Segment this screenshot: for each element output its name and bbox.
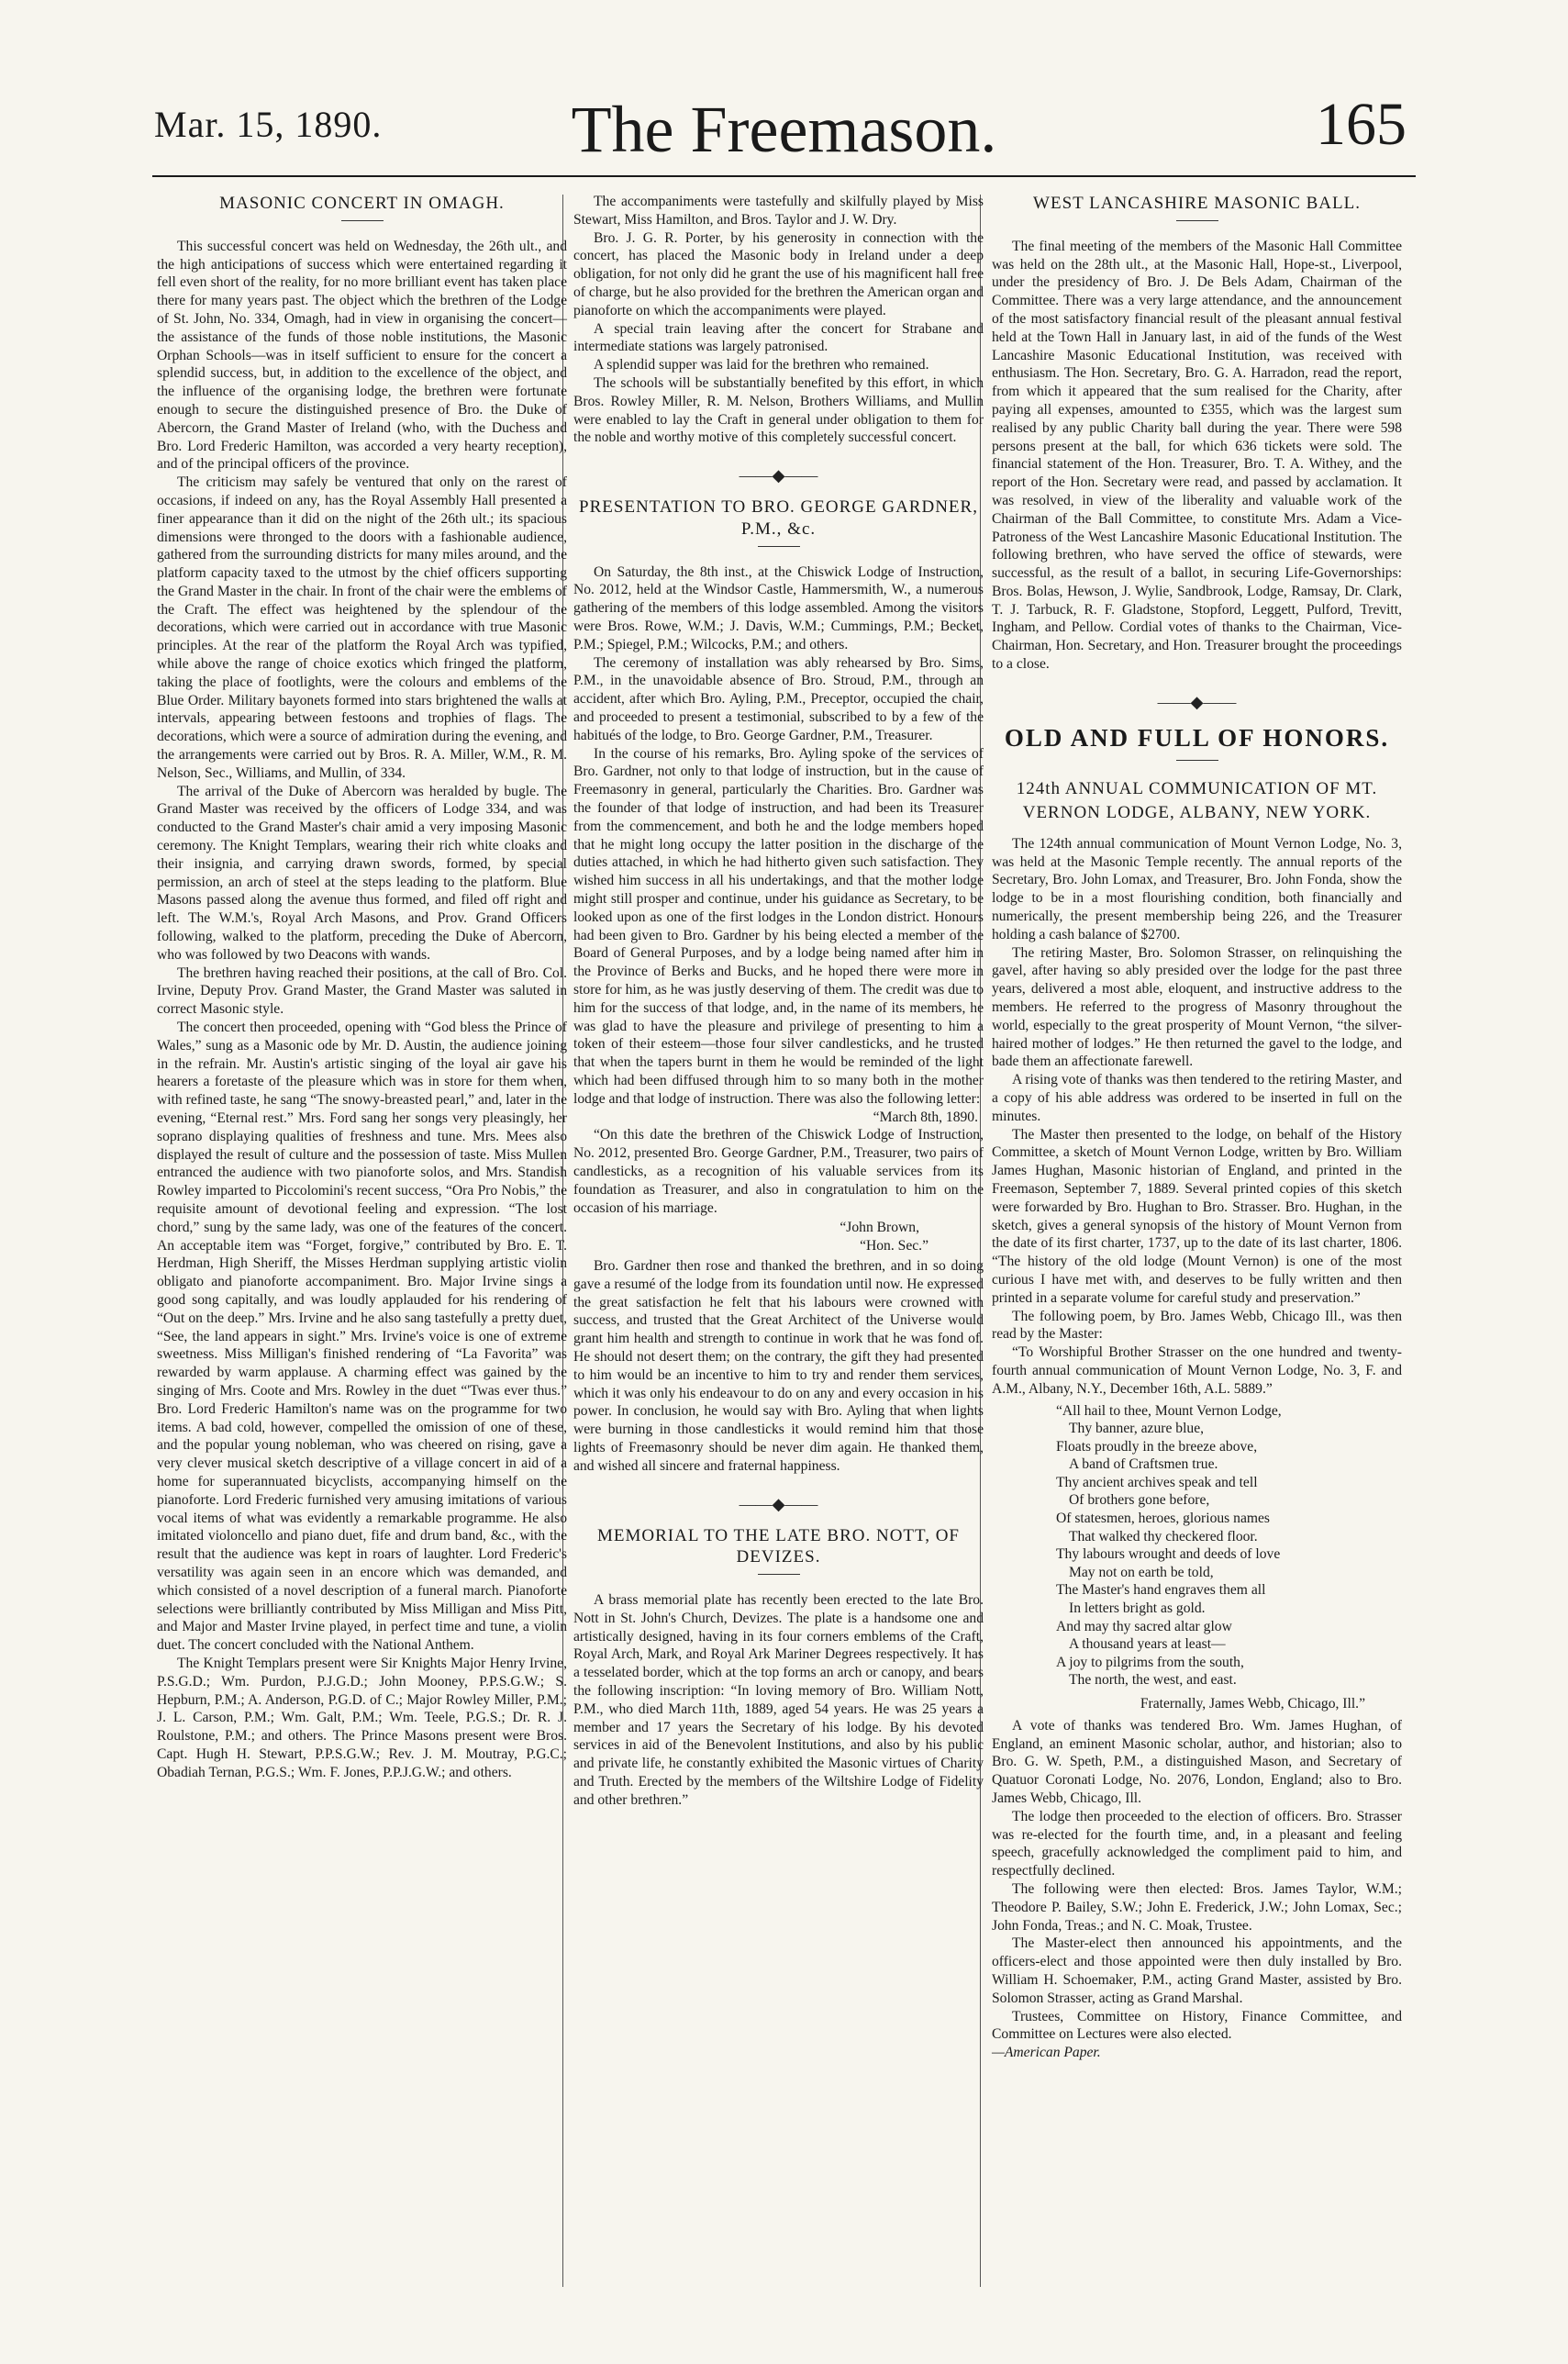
column-2: [573, 193, 984, 1810]
masthead-rule: [152, 175, 1416, 177]
poem-line: Thy banner, azure blue,: [1069, 1421, 1205, 1437]
page-number: 165: [1316, 91, 1407, 158]
omagh-paragraph: A splendid supper was laid for the brethren who remained.: [594, 357, 929, 374]
diamond-ornament-icon: ——◆——: [739, 466, 818, 485]
gardner-paragraph: In the course of his remarks, Bro. Ayling spoke of the services of Bro. Gardner, not only to that lodge of instruction, but in the cause of Freemasonry in general, particularly the Charities. Bro. Gardner was the founder of that lodge of instruction, and had been its Treasurer from the commencement, and both he and the lodge members hoped that he might long occupy the latter position in the discharge of the duties attached, in which he had hitherto given such satisfaction. They wished him success in all his undertakings, and that the mother lodge might still prosper and continue, under his guidance as Secretary, to be looked upon as one of the first lodges in the London district. Honours had been given to Bro. Gardner by his being elected a member of the Board of General Purposes, and by a lodge being named after him in the Province of Berks and Bucks, and he hoped there were more in store for him, as he was justly deserving of them. The credit was due to him for the success of that lodge, and, in the name of its members, he was glad to have the pleasure and privilege of presenting to him a token of their esteem—those four silver candlesticks, and he trusted that when the tapers burnt in them he would be reminded of the light which had been diffused through him to so many both in the mother lodge and that lodge of instruction. There was also the following letter:: [573, 745, 984, 1107]
letter-text: “On this date the brethren of the Chiswick Lodge of Instruction, No. 2012, presented Bro. George Gardner, P.M., Treasurer, two pairs of candlesticks, as a recognition of his valuable services from its foundation as Treasurer, and also in congratulation to him on the occasion of his marriage.: [573, 1127, 984, 1216]
article-title-lancashire: WEST LANCASHIRE MASONIC BALL.: [1033, 194, 1361, 213]
omagh-paragraph: The Knight Templars present were Sir Knights Major Henry Irvine, P.S.G.D.; Wm. Purdon, P.J.G.D.; John Mooney, P.P.S.G.W.; S. Hepburn, P.M.; A. Anderson, P.G.D. of C.; Major Rowley Miller, P.M.; J. L. Carson, P.M.; Wm. Galt, P.M.; Wm. Teele, P.G.S.; Dr. R. J. Roulstone, P.M.; and others. The Prince Masons present were Bros. Capt. Hugh H. Stewart, P.P.S.G.W.; Rev. J. M. Moutray, P.G.C.; Obadiah Ternan, P.G.S.; Wm. F. Jones, P.P.J.G.W.; and others.: [157, 1655, 567, 1780]
gardner-closing: Bro. Gardner then rose and thanked the brethren, and in so doing gave a resumé of the lodge from its foundation until now. He expressed the great satisfaction he felt that his labours were crowned with success, and trusted that the Great Architect of the Universe would grant him health and strength to continue in work that he was fond of. He should not desert them; on the contrary, the gift they had presented to him would be an incentive to him to try and render them services, which it was only his endeavour to do on any and every occasion in his power. In conclusion, he would say with Bro. Ayling that when lights were burning in those candlesticks it would remind him that those lights of Freemasonry should be never dim again. He thanked them, and wished all sincere and fraternal happiness.: [573, 1257, 984, 1474]
title-rule: [341, 220, 384, 221]
vernon-paragraph: The lodge then proceeded to the election of officers. Bro. Strasser was re-elected for the fourth time, and, in a pleasant and feeling speech, gracefully acknowledged the compliment paid to him, and respectfully declined.: [992, 1808, 1402, 1879]
omagh-paragraph: The brethren having reached their positions, at the call of Bro. Col. Irvine, Deputy Prov. Grand Master, the Grand Master was saluted in correct Masonic style.: [157, 965, 567, 1018]
poem-line: Of brothers gone before,: [1069, 1492, 1210, 1509]
omagh-paragraph: The concert then proceeded, opening with “God bless the Prince of Wales,” sung as a Masonic ode by Mr. D. Austin, the audience joining in the refrain. Mr. Austin's artistic singing of the loyal air gave his hearers a foretaste of the pleasure which was in store for them when, with refined taste, he sang “The snowy-breasted pearl,” and, later in the evening, “Eternal rest.” Mrs. Ford sang her songs very pleasingly, her soprano displaying qualities of freshness and tune. Mrs. Mees also displayed the result of culture and the possession of taste. Miss Mullen entranced the audience with two pianoforte solos, and Mrs. Standish Rowley imparted to Piccolomini's recent success, “Ora Pro Nobis,” the requisite amount of devotional feeling and expression. “The lost chord,” sung by the same lady, was one of the features of the concert. An acceptable item was “Forget, forgive,” contributed by Bro. E. T. Herdman, High Sheriff, the Misses Herdman supplying artistic violin obligato and pianoforte accompaniment. Bro. Major Irvine sings a good song capitally, and was loudly applauded for his rendering of “Out on the deep.” Mrs. Irvine and he also sang tastefully a pretty duet, “See, the land appears in sight.” Mrs. Irvine's voice is one of extreme sweetness. Miss Milligan's finished rendering of “La Favorita” was rewarded by warm applause. A charming effect was gained by the singing of Mrs. Coote and Mrs. Rowley in the duet “'Twas ever thus.” Bro. Lord Frederic Hamilton's name was on the programme for two items. A bad cold, however, compelled the omission of one of these, and the popular young nobleman, who was cheered on rising, gave a very clever musical sketch descriptive of a village concert in aid of a home for superannuated bicyclists, accompanying himself on the pianoforte. Lord Frederic furnished very amusing imitations of various vocal items of what was evidently a remarkable programme. He also imitated violoncello and piano duet, fife and drum band, &c., with the result that the audience was kept in roars of laughter. Lord Frederic's versatility was again seen in an encore which was demanded, and which consisted of a novel description of a funeral march. Pianoforte selections were brilliantly contributed by Miss Milligan and Miss Pitt, and Major and Master Irvine played, in perfect time and tune, a violin duet. The concert concluded with the National Anthem.: [157, 1020, 567, 1654]
vernon-paragraph: The 124th annual communication of Mount Vernon Lodge, No. 3, was held at the Masonic Temple recently. The annual reports of the Secretary, Bro. John Lomax, and Treasurer, Bro. John Fonda, show the lodge to be in a most flourishing condition, both financially and numerically, the present membership being 226, and the Treasurer holding a cash balance of $2700.: [992, 835, 1402, 942]
vernon-paragraph: The following were then elected: Bros. James Taylor, W.M.; Theodore P. Bailey, S.W.; John E. Frederick, J.W.; John Lomax, Sec.; John Fonda, Treas.; and N. C. Moak, Trustee.: [992, 1880, 1402, 1934]
poem-line: Of statesmen, heroes, glorious names: [1056, 1511, 1270, 1527]
poem-dedication: “To Worshipful Brother Strasser on the one hundred and twenty-fourth annual communication of Mount Vernon Lodge, No. 3, F. and A.M., Albany, N.Y., December 16th, A.L. 5889.”: [992, 1344, 1402, 1397]
title-rule: [758, 1574, 800, 1575]
lancashire-paragraph: The final meeting of the members of the Masonic Hall Committee was held on the 28th ult., at the Masonic Hall, Hope-st., Liverpool, under the presidency of Bro. J. De Bels Adam, Chairman of the Committee. There was a very large attendance, and the announcement of the most satisfactory financial result of the pleasant annual festival held at the Town Hall in January last, in aid of the funds of the West Lancashire Masonic Educational Institution, was received with enthusiasm. The Hon. Secretary, Bro. G. A. Harradon, read the report, from which it appeared that the sum realised for the Charity, after paying all expenses, amounted to £355, which was the largest sum realised by any public Charity ball during the year. There were 598 persons present at the ball, for which 636 tickets were sold. The financial statement of the Hon. Treasurer, Bro. T. A. Withey, and the report of the Hon. Secretary were read, and passed by acclamation. It was resolved, in view of the liberality and valuable work of the Chairman of the Ball Committee, to constitute Mrs. Adam a Vice-Patroness of the West Lancashire Masonic Educational Institution. The following brethren, who have served the office of stewards, were successful, as the result of a ballot, in securing Life-Governorships: Bros. Bolas, Hewson, J. Wylie, Sandbrook, Lodge, Ramsay, Dr. Clark, T. J. Tarbuck, R. F. Gladstone, Stopford, Leggett, Pulford, Trevitt, Ingham, and Pellow. Cordial votes of thanks to the Chairman, Vice-Chairman, Hon. Secretary, and Hon. Treasurer brought the proceedings to a close.: [992, 238, 1402, 673]
poem-line: Thy ancient archives speak and tell: [1056, 1474, 1258, 1490]
vernon-paragraph: The following poem, by Bro. James Webb, Chicago Ill., was then read by the Master:: [992, 1308, 1402, 1343]
letter-signature: “John Brown,: [840, 1220, 919, 1236]
poem-line: And may thy sacred altar glow: [1056, 1618, 1232, 1634]
omagh-paragraph: This successful concert was held on Wednesday, the 26th ult., and the high anticipations of success which were entertained regarding it fell even short of the reality, for no more brilliant event has taken place there for many years past. The object which the brethren of the Lodge of St. John, No. 334, Omagh, had in view in organising the concert—the assistance of the funds of those noble institutions, the Masonic Orphan Schools—was in itself sufficient to ensure for the concert a splendid success, but, in addition to the excellence of the object, and the influence of the organising lodge, the brethren were fortunate enough to secure the distinguished presence of Bro. the Duke of Abercorn, the Grand Master of Ireland (who, with the Duchess and Bro. Lord Frederic Hamilton, was accorded a very hearty reception), and of the principal officers of the province.: [157, 238, 567, 473]
vernon-paragraph: The Master then presented to the lodge, on behalf of the History Committee, a sketch of Mount Vernon Lodge, written by Bro. William James Hughan, Masonic historian of England, and printed in the Freemason, September 7, 1889. Several printed copies of this sketch were forwarded by Bro. Hughan to Bro. Strasser. Bro. Hughan, in the sketch, gives a general synopsis of the history of Mount Vernon from the date of its first charter, 1737, up to the date of its last charter, 1806. “The history of the old lodge (Mount Vernon) is one of the most curious I have met with, and deserves to be fully written and then printed in a separate volume for careful study and preservation.”: [992, 1126, 1402, 1306]
vernon-paragraph: A vote of thanks was tendered Bro. Wm. James Hughan, of England, an eminent Masonic scholar, author, and historian; also to Bro. G. W. Speth, P.M., a distinguished Mason, and Secretary of Quatuor Coronati Lodge, No. 2076, London, England; also to Bro. James Webb, Chicago, Ill.: [992, 1717, 1402, 1806]
gardner-paragraph: On Saturday, the 8th inst., at the Chiswick Lodge of Instruction, No. 2012, held at the Windsor Castle, Hammersmith, W., a numerous gathering of the members of this lodge assembled. Among the visitors were Bros. Rowe, W.M.; J. Davis, W.M.; Cummings, P.M.; Becket, P.M.; Spiegel, P.M.; Wilcocks, P.M.; and others.: [573, 563, 984, 652]
poem-line: Floats proudly in the breeze above,: [1056, 1438, 1258, 1455]
omagh-paragraph: The accompaniments were tastefully and skilfully played by Miss Stewart, Miss Hamilton, and Bros. Taylor and J. W. Dry.: [573, 194, 984, 228]
title-rule: [1176, 760, 1218, 761]
article-title-nott: MEMORIAL TO THE LATE BRO. NOTT, OF DEVIZES.: [597, 1525, 960, 1567]
diamond-ornament-icon: ——◆——: [1157, 692, 1237, 711]
article-title-omagh: MASONIC CONCERT IN OMAGH.: [219, 194, 505, 213]
poem-line: “All hail to thee, Mount Vernon Lodge,: [1056, 1402, 1282, 1419]
vernon-paragraph: Trustees, Committee on History, Finance Committee, and Committee on Lectures were also elected.: [992, 2008, 1402, 2043]
vernon-paragraph: The Master-elect then announced his appointments, and the officers-elect and those appointed were then duly installed by Bro. William H. Schoemaker, P.M., acting Grand Master, assisted by Bro. Solomon Strasser, acting as Grand Marshal.: [992, 1935, 1402, 2006]
title-rule: [1176, 220, 1218, 221]
poem: [1056, 1402, 1402, 1690]
omagh-paragraph: The schools will be substantially benefited by this effort, in which Bros. Rowley Miller, R. M. Nelson, Brothers Williams, and Mullin were enabled to lay the Craft in general under obligation to them for the noble and worthy motive of this completely successful concert.: [573, 374, 984, 446]
publication-title: The Freemason.: [571, 93, 997, 166]
poem-line: Thy labours wrought and deeds of love: [1056, 1546, 1281, 1563]
column-3: [992, 193, 1402, 2062]
poem-line: The Master's hand engraves them all: [1056, 1582, 1266, 1599]
poem-line: May not on earth be told,: [1069, 1564, 1214, 1580]
poem-line: That walked thy checkered floor.: [1069, 1528, 1258, 1544]
poem-line: A band of Craftsmen true.: [1069, 1456, 1218, 1473]
omagh-paragraph: Bro. J. G. R. Porter, by his generosity in connection with the concert, has placed the Masonic body in Ireland under a deep obligation, for not only did he grant the use of his magnificent hall free of charge, but he also provided for the brethren the American organ and pianoforte on which the accompaniments were played.: [573, 229, 984, 318]
letter-date: “March 8th, 1890.: [873, 1109, 978, 1125]
article-source: —American Paper.: [992, 2045, 1101, 2061]
article-subtitle-vernon: 124th ANNUAL COMMUNICATION OF MT. VERNON LODGE, ALBANY, NEW YORK.: [1016, 778, 1378, 823]
gardner-paragraph: The ceremony of installation was ably rehearsed by Bro. Sims, P.M., in the unavoidable absence of Bro. Stroud, P.M., through an accident, after which Bro. Ayling, P.M., Preceptor, occupied the chair, and proceeded to present a testimonial, subscribed to by a few of the habitués of the lodge, to Bro. George Gardner, P.M., Treasurer.: [573, 654, 984, 743]
letter-signature-title: “Hon. Sec.”: [860, 1238, 929, 1254]
omagh-paragraph: The criticism may safely be ventured that only on the rarest of occasions, if indeed on any, has the Royal Assembly Hall presented a finer appearance than it did on the night of the 26th ult.; its spacious dimensions were thronged to the doors with a fashionable audience, gathered from the surrounding districts for many miles around, and the platform capacity taxed to the utmost by the chief officers supporting the Grand Master in the chair. In front of the chair were the emblems of the Craft. The effect was heightened by the splendour of the decorations, which were carried out in accordance with true Masonic principles. At the rear of the platform the Royal Arch was typified, while above the range of choice exotics which fringed the platform, taking the place of footlights, were the colours and emblems of the Blue Order. Military bayonets formed into stars brightened the walls at intervals, appearing between festoons and trophies of flags. The decorations, which were a source of admiration during the evening, and the arrangements were carried out by Bros. R. A. Miller, W.M., R. M. Nelson, Sec., Williams, and Mullin, of 334.: [157, 474, 567, 781]
masthead: [0, 0, 1568, 193]
vernon-paragraph: The retiring Master, Bro. Solomon Strasser, on relinquishing the gavel, after having so ably presided over the lodge for the past three years, delivered a most able, eloquent, and instructive address to the members. He referred to the progress of Masonry throughout the world, especially to the great prosperity of Mount Vernon, “the silver-haired mother of lodges.” He then returned the gavel to the lodge, and bade them an affectionate farewell.: [992, 944, 1402, 1070]
poem-line: A thousand years at least—: [1069, 1636, 1226, 1653]
poem-line: The north, the west, and east.: [1069, 1672, 1237, 1689]
vernon-paragraph: A rising vote of thanks was then tendered to the retiring Master, and a copy of his able address was ordered to be inserted in full on the minutes.: [992, 1072, 1402, 1124]
omagh-paragraph: The arrival of the Duke of Abercorn was heralded by bugle. The Grand Master was received by the officers of Lodge 334, and was conducted to the Grand Master's chair amid a very imposing Masonic ceremony. The Knight Templars, wearing their rich white cloaks and their insignia, and carrying drawn swords, formed, by special permission, an arch of steel at the steps leading to the platform. Blue Masons passed along the avenue thus formed, and filed off right and left. The W.M.'s, Royal Arch Masons, and Prov. Grand Officers following, walked to the platform, preceding the Duke of Abercorn, who was followed by two Deacons with wands.: [157, 783, 567, 963]
poem-line: In letters bright as gold.: [1069, 1600, 1206, 1617]
diamond-ornament-icon: ——◆——: [739, 1494, 818, 1513]
article-title-vernon: OLD AND FULL OF HONORS.: [1004, 723, 1390, 752]
title-rule: [758, 546, 800, 547]
poem-signature: Fraternally, James Webb, Chicago, Ill.”: [1140, 1696, 1365, 1712]
column-1: [157, 193, 567, 1781]
poem-line: A joy to pilgrims from the south,: [1056, 1654, 1244, 1670]
article-title-gardner: PRESENTATION TO BRO. GEORGE GARDNER, P.M., &c.: [579, 497, 978, 539]
nott-paragraph: A brass memorial plate has recently been erected to the late Bro. Nott in St. John's Church, Devizes. The plate is a handsome one and artistically designed, having in its four corners emblems of the Craft, Royal Arch, Mark, and Royal Ark Mariner Degrees respectively. It has a tesselated border, which at the top forms an arch or canopy, and bears the following inscription: “In loving memory of Bro. William Nott, P.M., who died March 11th, 1889, aged 54 years. He was 25 years a member and 17 years the Secretary of his lodge. By his devoted services in aid of the Benevolent Institutions, and also by his public and private life, he constantly exhibited the Masonic virtues of Charity and Truth. Erected by the members of the Wiltshire Lodge of Fidelity and other brethren.”: [573, 1592, 984, 1808]
issue-date: Mar. 15, 1890.: [154, 104, 383, 145]
omagh-paragraph: A special train leaving after the concert for Strabane and intermediate stations was largely patronised.: [573, 320, 984, 355]
